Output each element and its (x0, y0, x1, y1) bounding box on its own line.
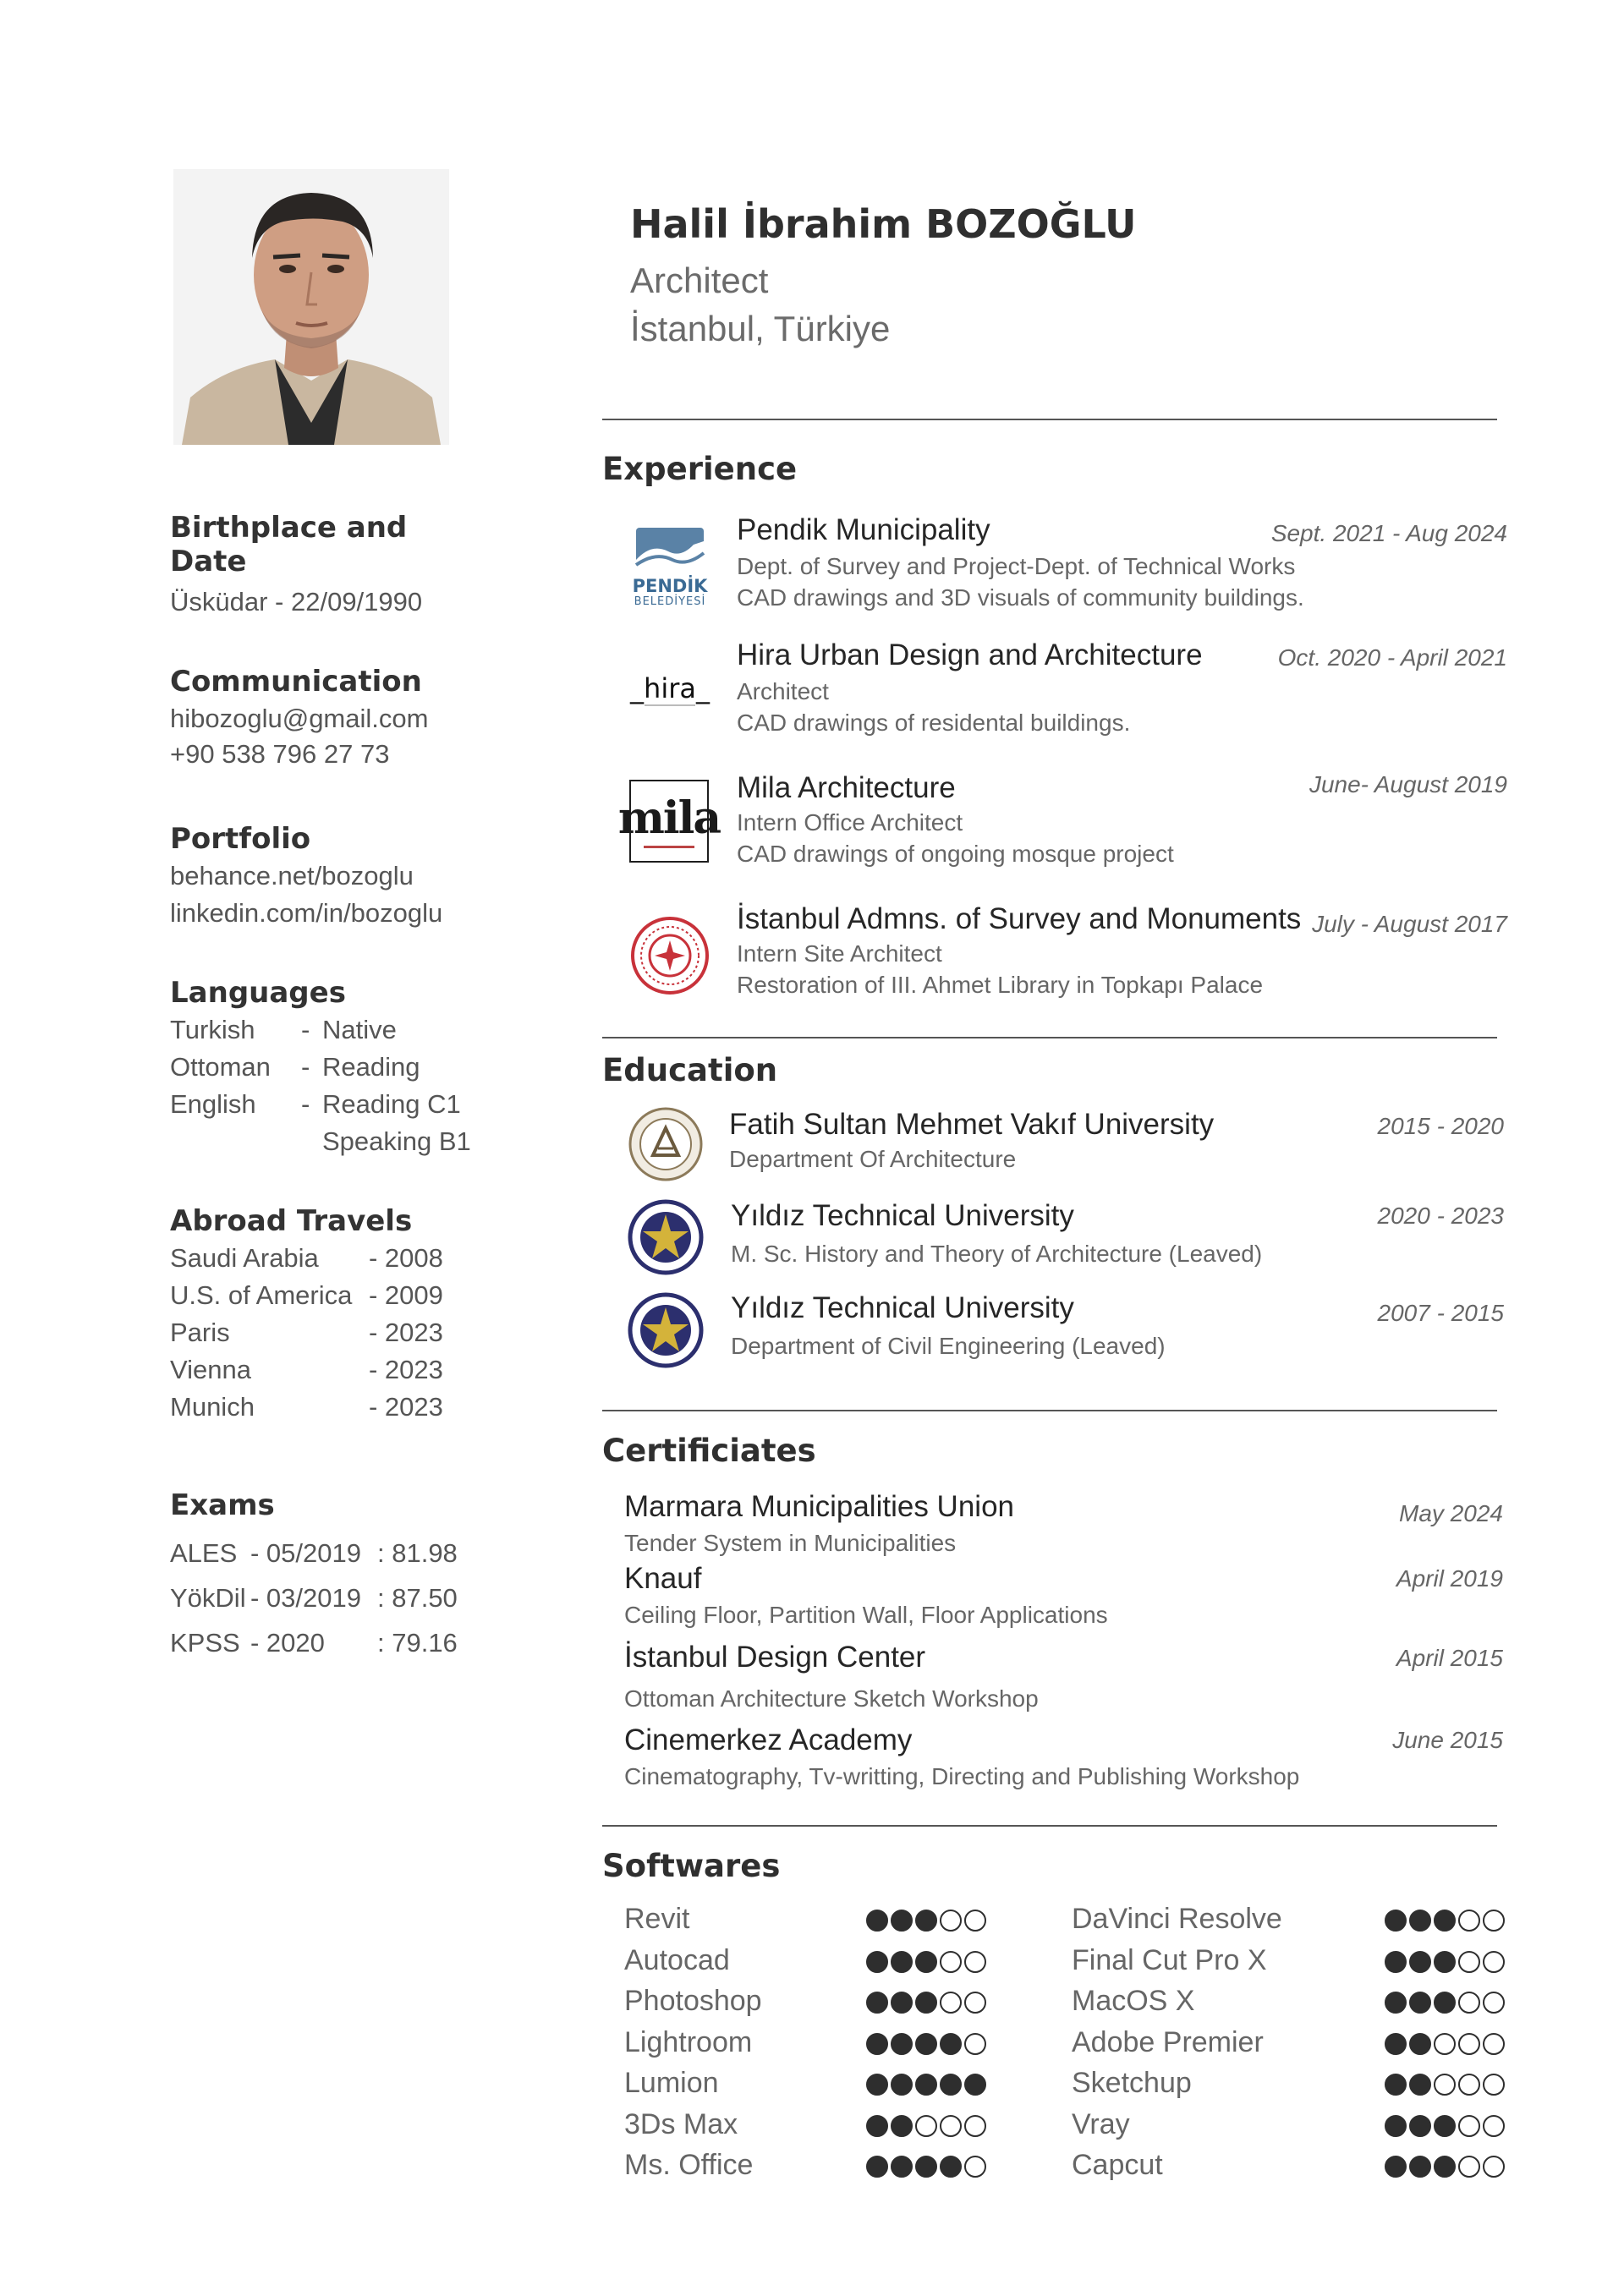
travel-year: - 2008 (369, 1243, 443, 1273)
rating-dot-empty (1483, 2156, 1505, 2178)
hira-logo-text: _hira_ (630, 672, 710, 704)
languages-heading: Languages (170, 976, 346, 1010)
rating-dot-empty (1434, 2074, 1456, 2096)
skill-rating (1385, 2115, 1505, 2137)
description: CAD drawings of residental buildings. (737, 710, 1131, 736)
role: Dept. of Survey and Project-Dept. of Technical Works (737, 553, 1296, 579)
rating-dot-empty (1483, 1951, 1505, 1973)
language-level: Reading (322, 1052, 420, 1082)
company-name: Pendik Municipality (737, 513, 990, 546)
exam-score: : 79.16 (377, 1628, 458, 1658)
languages-list (170, 1011, 491, 1160)
education-date: 2015 - 2020 (1377, 1113, 1504, 1139)
certificate-date: June 2015 (1392, 1727, 1503, 1753)
skill-rating (1385, 1992, 1505, 2014)
rating-dot-filled (1385, 2074, 1407, 2096)
divider (602, 1825, 1497, 1827)
rating-dot-empty (1458, 1992, 1480, 2014)
rating-dot-empty (964, 2156, 986, 2178)
rating-dot-filled (1385, 1910, 1407, 1932)
rating-dot-empty (964, 1951, 986, 1973)
rating-dot-empty (1458, 1951, 1480, 1973)
exam-row (170, 1620, 491, 1665)
softwares-heading: Softwares (602, 1848, 781, 1884)
school-detail: Department of Civil Engineering (Leaved) (731, 1333, 1166, 1359)
communication-heading: Communication (170, 665, 422, 699)
rating-dot-filled (866, 1992, 888, 2014)
rating-dot-filled (1409, 1992, 1431, 2014)
rating-dot-empty (1458, 2033, 1480, 2055)
certificate-item (624, 1641, 1039, 1714)
skill-rating (1385, 2033, 1505, 2055)
rating-dot-filled (866, 2033, 888, 2055)
divider (602, 1037, 1497, 1038)
language-dash (301, 1123, 322, 1160)
rating-dot-filled (866, 1951, 888, 1973)
rating-dot-empty (1458, 2074, 1480, 2096)
rating-dot-filled (915, 1951, 937, 1973)
software-name: 3Ds Max (624, 2107, 738, 2140)
skill-rating (866, 2033, 986, 2055)
company-name: İstanbul Admns. of Survey and Monuments (737, 902, 1302, 935)
certificate-org: İstanbul Design Center (624, 1641, 926, 1674)
description: CAD drawings of ongoing mosque project (737, 841, 1174, 867)
mila-logo (617, 780, 721, 863)
divider (602, 1410, 1497, 1411)
certificates-heading: Certificiates (602, 1433, 816, 1469)
travel-year: - 2023 (369, 1392, 443, 1422)
skill-rating (866, 1910, 986, 1932)
rating-dot-filled (1385, 2156, 1407, 2178)
certificate-item (624, 1490, 1014, 1559)
rating-dot-empty (964, 2033, 986, 2055)
fsm-university-logo (628, 1106, 704, 1182)
language-dash: - (301, 1015, 310, 1044)
pendik-logo (628, 520, 712, 613)
travel-row (170, 1314, 491, 1351)
skill-rating (1385, 1910, 1505, 1932)
travel-place: U.S. of America (170, 1280, 353, 1310)
role: Intern Office Architect (737, 809, 963, 836)
skill-rating (866, 2115, 986, 2137)
exam-date: - 2020 (250, 1628, 325, 1658)
software-name: Final Cut Pro X (1072, 1943, 1267, 1976)
language-dash: - (301, 1052, 310, 1082)
portfolio-heading: Portfolio (170, 822, 311, 856)
rating-dot-filled (1409, 1910, 1431, 1932)
skill-rating (866, 1992, 986, 2014)
education-heading: Education (602, 1052, 778, 1088)
rating-dot-filled (1409, 2115, 1431, 2137)
software-name: Autocad (624, 1943, 730, 1976)
skill-rating (1385, 2156, 1505, 2178)
language-row (170, 1086, 491, 1123)
survey-admin-seal (629, 915, 710, 996)
experience-date: June- August 2019 (1309, 771, 1507, 797)
rating-dot-empty (940, 1910, 962, 1932)
rating-dot-filled (1434, 1951, 1456, 1973)
education-item (731, 1199, 1262, 1269)
rating-dot-filled (1434, 2115, 1456, 2137)
travel-row (170, 1389, 491, 1426)
certificate-detail: Ceiling Floor, Partition Wall, Floor Applications (624, 1602, 1108, 1628)
rating-dot-filled (915, 2156, 937, 2178)
travel-place: Munich (170, 1392, 255, 1422)
skill-rating (866, 1951, 986, 1973)
rating-dot-filled (891, 2074, 913, 2096)
rating-dot-empty (1483, 1992, 1505, 2014)
experience-date: Sept. 2021 - Aug 2024 (1270, 520, 1507, 546)
experience-date: July - August 2017 (1312, 911, 1507, 937)
mila-logo-text: mila (617, 792, 721, 844)
certificate-item (624, 1723, 1299, 1792)
exams-list (170, 1531, 491, 1665)
rating-dot-empty (940, 2115, 962, 2137)
experience-item (737, 771, 1174, 869)
language-level: Speaking B1 (322, 1126, 471, 1156)
education-date: 2007 - 2015 (1377, 1300, 1504, 1326)
rating-dot-filled (891, 1992, 913, 2014)
rating-dot-empty (1483, 2074, 1505, 2096)
rating-dot-filled (940, 2033, 962, 2055)
language-level: Reading C1 (322, 1089, 461, 1119)
rating-dot-filled (1409, 2156, 1431, 2178)
travel-row (170, 1351, 491, 1389)
behance-link[interactable]: behance.net/bozoglu (170, 861, 414, 890)
location: İstanbul, Türkiye (630, 309, 891, 348)
email-link[interactable]: hibozoglu@gmail.com (170, 704, 429, 733)
rating-dot-filled (866, 1910, 888, 1932)
language-level: Native (322, 1015, 397, 1044)
language-row (170, 1123, 491, 1160)
certificate-org: Cinemerkez Academy (624, 1723, 913, 1756)
description: Restoration of III. Ahmet Library in Topkapı Palace (737, 972, 1264, 998)
linkedin-link[interactable]: linkedin.com/in/bozoglu (170, 898, 443, 928)
ytu-logo (628, 1292, 704, 1368)
description: CAD drawings and 3D visuals of community buildings. (737, 584, 1304, 611)
rating-dot-filled (891, 2033, 913, 2055)
company-name: Mila Architecture (737, 771, 956, 804)
pendik-logo-text: PENDİK (632, 575, 708, 596)
school-detail: Department Of Architecture (729, 1146, 1017, 1172)
full-name: Halil İbrahim BOZOĞLU (630, 201, 1137, 247)
birth-value: Üsküdar - 22/09/1990 (170, 587, 423, 616)
university-seal-icon (628, 1292, 704, 1368)
certificate-detail: Ottoman Architecture Sketch Workshop (624, 1685, 1039, 1712)
travel-place: Paris (170, 1318, 230, 1347)
exam-score: : 81.98 (377, 1538, 458, 1568)
rating-dot-empty (1483, 1910, 1505, 1932)
software-name: Adobe Premier (1072, 2025, 1264, 2058)
exam-row (170, 1531, 491, 1575)
rating-dot-empty (1458, 2115, 1480, 2137)
rating-dot-filled (1409, 2074, 1431, 2096)
mila-logo-bar (644, 846, 694, 848)
software-name: Capcut (1072, 2149, 1163, 2181)
software-name: Sketchup (1072, 2067, 1192, 2099)
portrait-illustration (173, 169, 449, 445)
exam-date: - 05/2019 (250, 1538, 361, 1568)
language-row (170, 1011, 491, 1049)
travel-year: - 2023 (369, 1318, 443, 1347)
role: Architect (737, 678, 829, 704)
travels-heading: Abroad Travels (170, 1204, 413, 1238)
language-name: Ottoman (170, 1052, 271, 1082)
ytu-logo (628, 1199, 704, 1275)
rating-dot-filled (1409, 1951, 1431, 1973)
certificate-org: Marmara Municipalities Union (624, 1490, 1014, 1523)
skill-rating (1385, 2074, 1505, 2096)
school-detail: M. Sc. History and Theory of Architecture (Leaved) (731, 1241, 1263, 1267)
software-name: MacOS X (1072, 1985, 1195, 2017)
exam-name: KPSS (170, 1628, 240, 1658)
rating-dot-filled (915, 1992, 937, 2014)
certificate-date: May 2024 (1399, 1500, 1503, 1526)
skill-rating (866, 2156, 986, 2178)
hira-logo-line (645, 704, 695, 706)
software-name: Lumion (624, 2067, 719, 2099)
travel-year: - 2009 (369, 1280, 443, 1310)
software-name: Lightroom (624, 2025, 753, 2058)
certificate-date: April 2015 (1396, 1645, 1503, 1671)
role: Intern Site Architect (737, 940, 942, 967)
school-name: Fatih Sultan Mehmet Vakıf University (729, 1108, 1215, 1141)
rating-dot-empty (1483, 2033, 1505, 2055)
rating-dot-filled (964, 2074, 986, 2096)
travel-year: - 2023 (369, 1355, 443, 1384)
travel-place: Saudi Arabia (170, 1243, 319, 1273)
rating-dot-filled (891, 2115, 913, 2137)
rating-dot-filled (1434, 2156, 1456, 2178)
language-dash: - (301, 1089, 310, 1119)
wave-icon (634, 526, 705, 577)
profile-photo (173, 169, 449, 445)
software-name: Ms. Office (624, 2149, 754, 2181)
language-name: English (170, 1089, 256, 1119)
rating-dot-empty (964, 2115, 986, 2137)
rating-dot-filled (1385, 2115, 1407, 2137)
certificate-org: Knauf (624, 1562, 702, 1595)
travel-row (170, 1240, 491, 1277)
rating-dot-filled (1385, 1951, 1407, 1973)
certificate-date: April 2019 (1396, 1565, 1503, 1592)
rating-dot-empty (964, 1910, 986, 1932)
exam-name: ALES (170, 1538, 238, 1568)
rating-dot-filled (940, 2074, 962, 2096)
pendik-logo-sub: BELEDİYESİ (634, 595, 706, 608)
rating-dot-empty (964, 1992, 986, 2014)
software-name: Revit (624, 1903, 690, 1935)
software-name: Photoshop (624, 1985, 762, 2017)
rating-dot-filled (1409, 2033, 1431, 2055)
rating-dot-empty (1483, 2115, 1505, 2137)
exam-row (170, 1575, 491, 1620)
rating-dot-empty (1458, 2156, 1480, 2178)
language-name (170, 1123, 301, 1160)
exam-date: - 03/2019 (250, 1583, 361, 1613)
rating-dot-empty (915, 2115, 937, 2137)
rating-dot-filled (915, 2033, 937, 2055)
experience-date: Oct. 2020 - April 2021 (1277, 644, 1507, 671)
education-item (729, 1108, 1214, 1175)
certificate-detail: Tender System in Municipalities (624, 1530, 957, 1556)
language-name: Turkish (170, 1015, 255, 1044)
travel-row (170, 1277, 491, 1314)
university-seal-icon (628, 1106, 704, 1182)
company-name: Hira Urban Design and Architecture (737, 638, 1203, 671)
education-date: 2020 - 2023 (1377, 1203, 1504, 1229)
software-name: DaVinci Resolve (1072, 1903, 1282, 1935)
travels-list (170, 1240, 491, 1426)
experience-item (737, 638, 1203, 738)
software-name: Vray (1072, 2107, 1130, 2140)
exam-score: : 87.50 (377, 1583, 458, 1613)
hira-logo (626, 668, 714, 710)
rating-dot-filled (866, 2156, 888, 2178)
travel-place: Vienna (170, 1355, 251, 1384)
rating-dot-filled (915, 2074, 937, 2096)
rating-dot-filled (1434, 1992, 1456, 2014)
rating-dot-filled (891, 2156, 913, 2178)
exam-name: YökDil (170, 1583, 246, 1613)
rating-dot-empty (940, 1951, 962, 1973)
rating-dot-filled (891, 1951, 913, 1973)
job-title: Architect (630, 260, 769, 300)
education-item (731, 1291, 1166, 1362)
rating-dot-empty (1458, 1910, 1480, 1932)
certificate-detail: Cinematography, Tv-writting, Directing and Publishing Workshop (624, 1763, 1300, 1789)
rating-dot-filled (866, 2074, 888, 2096)
rating-dot-filled (866, 2115, 888, 2137)
school-name: Yıldız Technical University (731, 1199, 1074, 1232)
university-seal-icon (628, 1199, 704, 1275)
sidebar (170, 511, 491, 1665)
skill-rating (1385, 1951, 1505, 1973)
phone-number[interactable]: +90 538 796 27 73 (170, 739, 390, 769)
experience-item (737, 902, 1301, 1000)
experience-heading: Experience (602, 451, 798, 487)
experience-item (737, 513, 1304, 613)
rating-dot-filled (891, 1910, 913, 1932)
rating-dot-filled (1434, 1910, 1456, 1932)
rating-dot-filled (1385, 2033, 1407, 2055)
rating-dot-filled (940, 2156, 962, 2178)
divider (602, 419, 1497, 420)
certificate-item (624, 1562, 1108, 1630)
rating-dot-filled (915, 1910, 937, 1932)
rating-dot-filled (1385, 1992, 1407, 2014)
rating-dot-empty (940, 1992, 962, 2014)
exams-heading: Exams (170, 1488, 275, 1522)
skill-rating (866, 2074, 986, 2096)
rating-dot-empty (1434, 2033, 1456, 2055)
seal-icon (629, 915, 710, 996)
language-row (170, 1049, 491, 1086)
birth-heading: Birthplace and Date (170, 511, 408, 578)
school-name: Yıldız Technical University (731, 1291, 1074, 1324)
